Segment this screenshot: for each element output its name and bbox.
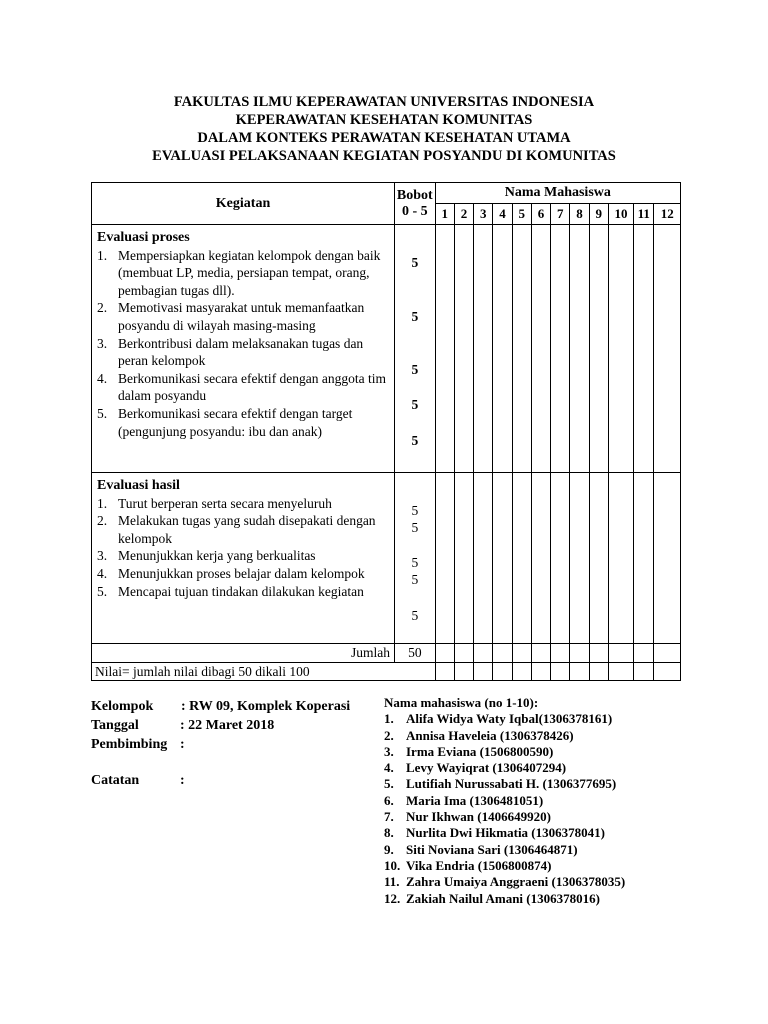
criteria-item	[97, 565, 390, 583]
total-cell[interactable]	[634, 644, 654, 663]
student-number-header: 9	[589, 204, 608, 225]
evaluasi-hasil-cell	[92, 473, 395, 644]
student-name: Zahra Umaiya Anggraeni (1306378035)	[406, 874, 626, 890]
student-name: Maria Ima (1306481051)	[406, 792, 544, 808]
document-header	[0, 93, 768, 165]
jumlah-label: Jumlah	[92, 644, 395, 663]
proses-score-cell	[395, 225, 436, 473]
student-list-item	[384, 809, 625, 825]
student-number-header: 3	[474, 204, 493, 225]
criteria-number: 2.	[97, 300, 108, 316]
student-number-header: 4	[493, 204, 512, 225]
student-list	[384, 711, 625, 907]
total-cell[interactable]	[474, 644, 493, 663]
student-name: Nur Ikhwan (1406649920)	[406, 809, 551, 825]
student-number: 2.	[384, 727, 394, 743]
student-number: 3.	[384, 743, 394, 759]
score-cell[interactable]	[531, 225, 550, 473]
student-list-item	[384, 891, 625, 907]
score-cell[interactable]	[654, 225, 681, 473]
column-header-bobot	[395, 183, 436, 225]
nilai-cell[interactable]	[512, 663, 531, 681]
header-department: KEPERAWATAN KESEHATAN KOMUNITAS	[235, 112, 533, 128]
score-cell[interactable]	[608, 473, 633, 644]
nilai-cell[interactable]	[474, 663, 493, 681]
student-name: Vika Endria (1506800874)	[406, 857, 552, 873]
nilai-cell[interactable]	[634, 663, 654, 681]
score-cell[interactable]	[512, 225, 531, 473]
bobot-range: 0 - 5	[401, 203, 428, 219]
kelompok-label: Kelompok	[91, 699, 154, 714]
score-cell[interactable]	[634, 225, 654, 473]
column-header-kegiatan: Kegiatan	[92, 183, 395, 225]
criteria-item	[97, 370, 390, 405]
total-cell[interactable]	[454, 644, 473, 663]
student-name: Siti Noviana Sari (1306464871)	[406, 841, 578, 857]
score-cell[interactable]	[435, 225, 454, 473]
criteria-text: Menunjukkan proses belajar dalam kelompok	[118, 565, 365, 581]
criteria-number: 5.	[97, 405, 108, 421]
proses-list	[97, 247, 390, 441]
nilai-cell[interactable]	[551, 663, 570, 681]
student-number-header: 2	[454, 204, 473, 225]
criteria-number: 1.	[97, 247, 108, 263]
score-cell[interactable]	[454, 225, 473, 473]
hasil-list	[97, 495, 390, 601]
score-cell[interactable]	[570, 225, 589, 473]
student-list-item	[384, 744, 625, 760]
bobot-score: 5	[411, 362, 419, 377]
hasil-score-cell	[395, 473, 436, 644]
total-cell[interactable]	[493, 644, 512, 663]
nilai-row	[92, 663, 681, 681]
score-cell[interactable]	[435, 473, 454, 644]
student-number-header: 6	[531, 204, 550, 225]
jumlah-row	[92, 644, 681, 663]
score-cell[interactable]	[589, 473, 608, 644]
total-cell[interactable]	[435, 644, 454, 663]
student-number: 5.	[384, 776, 394, 792]
criteria-number: 4.	[97, 370, 108, 386]
total-cell[interactable]	[570, 644, 589, 663]
criteria-item	[97, 299, 390, 334]
student-list-item	[384, 776, 625, 792]
criteria-item	[97, 583, 390, 601]
evaluasi-hasil-row	[92, 473, 681, 644]
score-cell[interactable]	[589, 225, 608, 473]
criteria-number: 1.	[97, 495, 108, 511]
score-cell[interactable]	[474, 225, 493, 473]
student-number-header: 1	[435, 204, 454, 225]
criteria-text: Mempersiapkan kegiatan kelompok dengan baik (membuat LP, media, persiapan tempat, orang, pembagian tugas dll).	[118, 247, 381, 298]
nilai-cell[interactable]	[531, 663, 550, 681]
bobot-score: 5	[411, 255, 419, 270]
evaluasi-proses-row	[92, 225, 681, 473]
student-number: 10.	[384, 857, 401, 873]
student-number: 11.	[384, 874, 400, 890]
student-number-header: 5	[512, 204, 531, 225]
student-list-block	[384, 695, 625, 907]
bobot-score: 5	[411, 608, 419, 623]
evaluasi-proses-cell	[92, 225, 395, 473]
student-number-header: 8	[570, 204, 589, 225]
total-cell[interactable]	[589, 644, 608, 663]
bobot-score: 5	[411, 397, 419, 412]
student-number-header: 11	[634, 204, 654, 225]
section-title: Evaluasi proses	[97, 230, 190, 245]
section-title: Evaluasi hasil	[97, 478, 180, 493]
kelompok-value: : RW 09, Komplek Koperasi	[181, 699, 351, 714]
nilai-formula: Nilai= jumlah nilai dibagi 50 dikali 100	[92, 663, 436, 681]
bobot-score: 5	[411, 520, 419, 535]
column-header-nama-mahasiswa: Nama Mahasiswa	[435, 183, 680, 204]
score-cell[interactable]	[634, 473, 654, 644]
bobot-score: 5	[411, 503, 419, 518]
student-number: 8.	[384, 825, 394, 841]
total-cell[interactable]	[551, 644, 570, 663]
header-faculty: FAKULTAS ILMU KEPERAWATAN UNIVERSITAS INDONESIA	[173, 94, 595, 110]
criteria-text: Melakukan tugas yang sudah disepakati dengan kelompok	[118, 513, 376, 546]
student-number: 7.	[384, 809, 394, 825]
catatan-label: Catatan	[91, 773, 140, 788]
student-list-item	[384, 874, 625, 890]
score-cell[interactable]	[570, 473, 589, 644]
tanggal-label: Tanggal	[91, 718, 139, 733]
score-cell[interactable]	[551, 473, 570, 644]
nilai-cell[interactable]	[454, 663, 473, 681]
nilai-cell[interactable]	[589, 663, 608, 681]
score-cell[interactable]	[493, 225, 512, 473]
student-number: 6.	[384, 792, 394, 808]
criteria-item	[97, 495, 390, 513]
student-number: 9.	[384, 841, 394, 857]
student-number-header: 10	[608, 204, 633, 225]
pembimbing-label: Pembimbing	[91, 737, 168, 752]
criteria-item	[97, 405, 390, 440]
criteria-text: Mencapai tujuan tindakan dilakukan kegiatan	[118, 583, 364, 599]
catatan-value: :	[180, 773, 185, 788]
student-name: Levy Wayiqrat (1306407294)	[406, 760, 567, 776]
student-name: Lutifiah Nurussabati H. (1306377695)	[406, 776, 617, 792]
student-list-item	[384, 711, 625, 727]
criteria-number: 3.	[97, 335, 108, 351]
nilai-cell[interactable]	[570, 663, 589, 681]
nilai-cell[interactable]	[493, 663, 512, 681]
criteria-text: Berkomunikasi secara efektif dengan anggota tim dalam posyandu	[118, 370, 387, 404]
bobot-score: 5	[411, 309, 419, 324]
student-name: Zakiah Nailul Amani (1306378016)	[406, 890, 600, 906]
criteria-item	[97, 335, 390, 370]
criteria-number: 5.	[97, 583, 108, 599]
student-list-item	[384, 858, 625, 874]
score-cell[interactable]	[493, 473, 512, 644]
score-cell[interactable]	[474, 473, 493, 644]
score-cell[interactable]	[512, 473, 531, 644]
student-list-item	[384, 842, 625, 858]
student-name: Nurlita Dwi Hikmatia (1306378041)	[406, 825, 605, 841]
student-list-title: Nama mahasiswa (no 1-10):	[384, 695, 539, 710]
total-cell[interactable]	[654, 644, 681, 663]
score-cell[interactable]	[454, 473, 473, 644]
score-cell[interactable]	[654, 473, 681, 644]
bobot-score: 5	[411, 555, 419, 570]
criteria-text: Turut berperan serta secara menyeluruh	[118, 495, 332, 511]
student-name: Annisa Haveleia (1306378426)	[406, 727, 574, 743]
criteria-text: Berkomunikasi secara efektif dengan target (pengunjung posyandu: ibu dan anak)	[118, 405, 353, 439]
bobot-score: 5	[411, 572, 419, 587]
header-context: DALAM KONTEKS PERAWATAN KESEHATAN UTAMA	[197, 130, 571, 146]
bobot-label: Bobot	[396, 187, 433, 203]
student-number: 4.	[384, 760, 394, 776]
student-list-item	[384, 793, 625, 809]
student-number: 1.	[384, 711, 394, 727]
criteria-number: 3.	[97, 548, 108, 564]
criteria-number: 2.	[97, 513, 108, 529]
criteria-item	[97, 512, 390, 547]
student-number-header: 12	[654, 204, 681, 225]
student-number-header: 7	[551, 204, 570, 225]
jumlah-value: 50	[395, 644, 436, 663]
nilai-cell[interactable]	[608, 663, 633, 681]
student-list-item	[384, 728, 625, 744]
bobot-score: 5	[411, 433, 419, 448]
criteria-item	[97, 547, 390, 565]
criteria-text: Berkontribusi dalam melaksanakan tugas dan peran kelompok	[118, 335, 364, 369]
student-number: 12.	[384, 890, 401, 906]
score-cell[interactable]	[531, 473, 550, 644]
criteria-item	[97, 247, 390, 300]
nilai-cell[interactable]	[654, 663, 681, 681]
student-list-item	[384, 825, 625, 841]
pembimbing-value: :	[180, 737, 185, 752]
student-name: Irma Eviana (1506800590)	[406, 743, 554, 759]
score-cell[interactable]	[551, 225, 570, 473]
total-cell[interactable]	[512, 644, 531, 663]
total-cell[interactable]	[531, 644, 550, 663]
total-cell[interactable]	[608, 644, 633, 663]
header-title: EVALUASI PELAKSANAAN KEGIATAN POSYANDU DI KOMUNITAS	[152, 148, 616, 164]
evaluation-table	[91, 182, 681, 681]
criteria-text: Menunjukkan kerja yang berkualitas	[118, 548, 316, 564]
score-cell[interactable]	[608, 225, 633, 473]
tanggal-value: : 22 Maret 2018	[180, 718, 275, 733]
nilai-cell[interactable]	[435, 663, 454, 681]
student-list-item	[384, 760, 625, 776]
student-name: Alifa Widya Waty Iqbal(1306378161)	[406, 711, 613, 727]
criteria-text: Memotivasi masyarakat untuk memanfaatkan posyandu di wilayah masing-masing	[118, 300, 365, 333]
criteria-number: 4.	[97, 565, 108, 581]
